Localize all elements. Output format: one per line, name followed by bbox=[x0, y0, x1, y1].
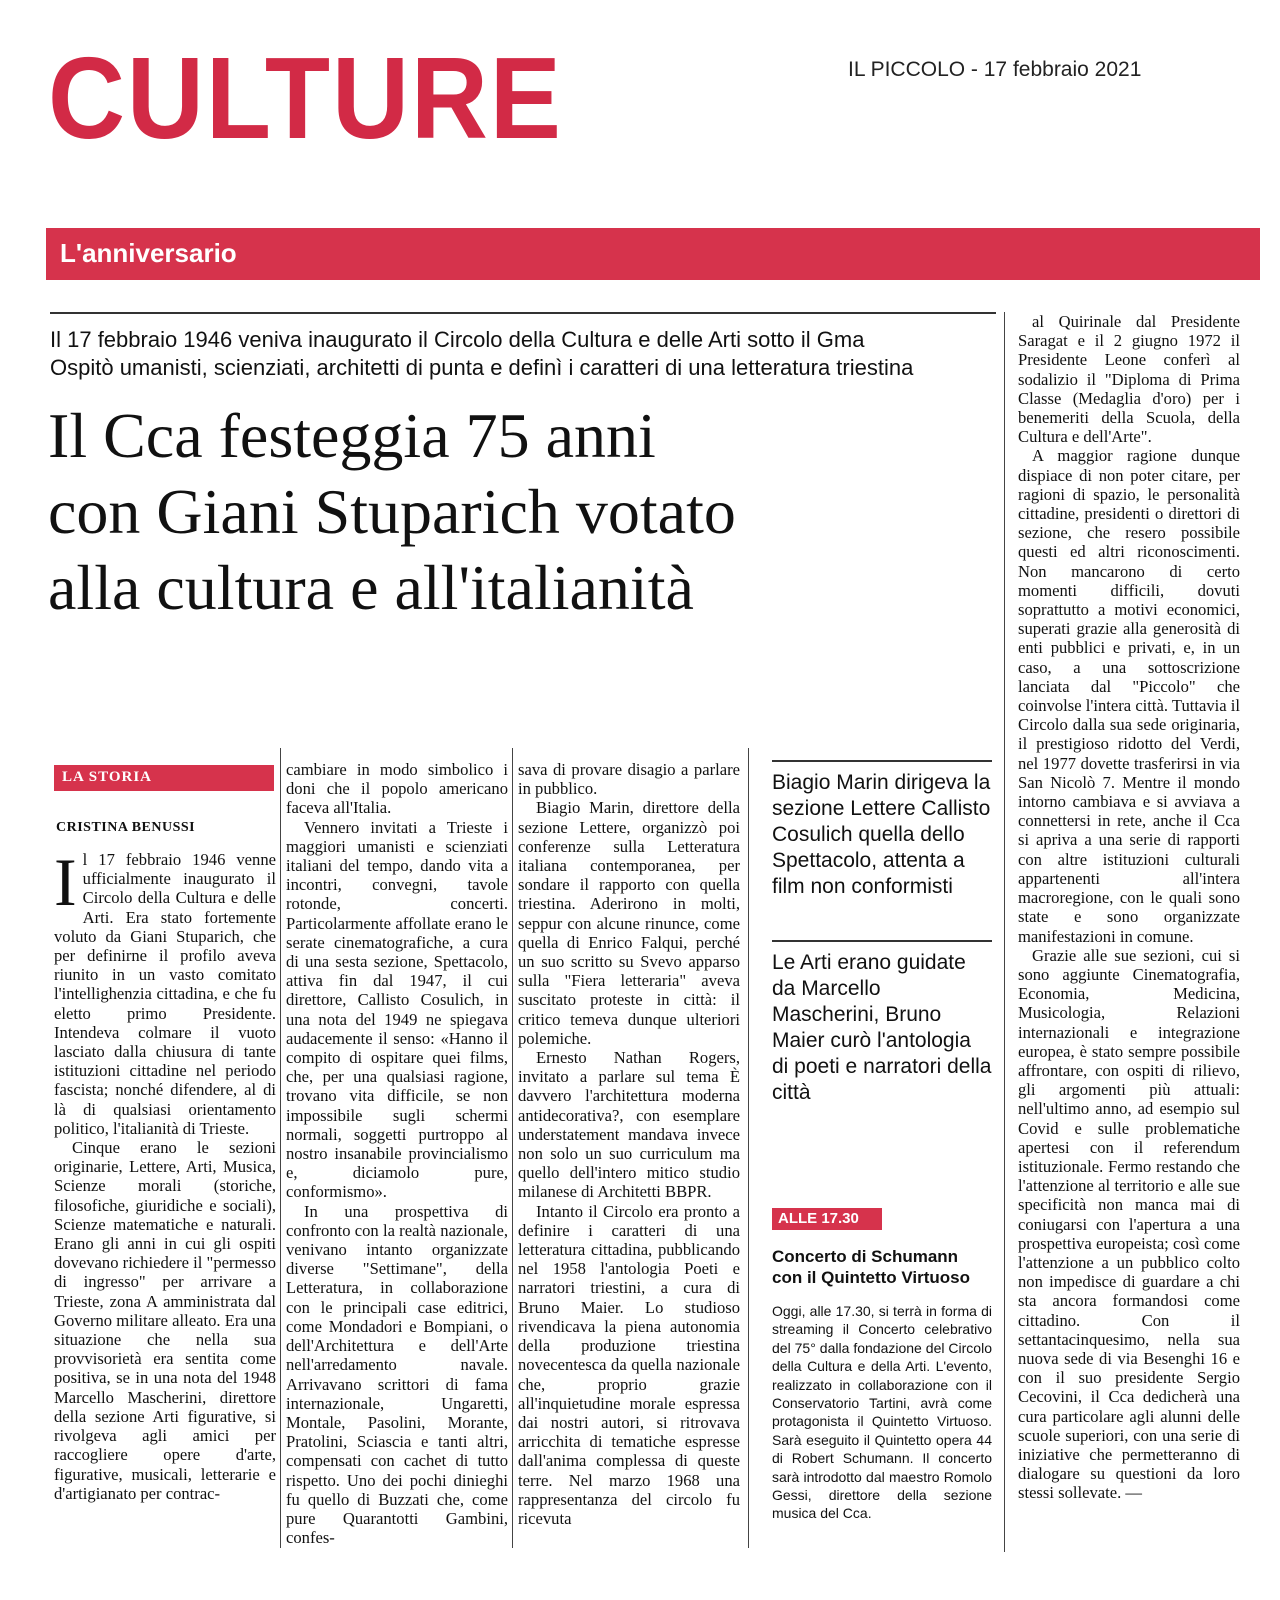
column-divider bbox=[748, 748, 749, 1548]
paragraph: Vennero invitati a Trieste i maggiori umanisti e scienziati italiani del tempo, dando vita a incontri, convegni, tavole rotonde, concerti. Particolarmente affollate erano le serate cinematografiche, a cura di una sesta sezione, Spettacolo, attiva fin dal 1947, il cui direttore, Callisto Cosulich, in una nota del 1949 ne spiegava audacemente il senso: «Hanno il compito di ospitare quei films, che, per una qualsiasi ragione, trovano vita difficile, se non impossibile sugli schermi normali, soggetti purtroppo al nostro insanabile provincialismo e, diciamolo pure, conformismo». bbox=[286, 817, 508, 1202]
paragraph: A maggior ragione dunque dispiace di non poter citare, per ragioni di spazio, le personalità cittadine, presidenti o direttori di sezione, che resero possibile questi ed altri riconoscimenti. Non mancarono di certo momenti difficili, dovuti soprattutto a motivi economici, superati grazie alla generosità di enti pubblici e privati, e, in un caso, a una sottoscrizione lanciata dal "Piccolo" che coinvolse l'intera città. Tuttavia il Circolo dalla sua sede originaria, il prestigioso ridotto del Verdi, nel 1977 dovette trasferirsi in via San Nicolò 7. Mentre il mondo intorno cambiava e si avviava a connettersi in rete, anche il Cca si apriva a una serie di rapporti con altre istituzioni culturali appartenenti all'intera macroregione, con le quali sono state e sono organizzate manifestazioni in comune. bbox=[1018, 446, 1240, 946]
kicker-label: L'anniversario bbox=[60, 238, 237, 268]
subhead-line: Il 17 febbraio 1946 veniva inaugurato il Circolo della Cultura e delle Arti sotto il Gma bbox=[50, 327, 865, 352]
column-divider bbox=[512, 748, 513, 1548]
headline-line: con Giani Stuparich votato bbox=[48, 476, 736, 547]
event-time-tag bbox=[772, 1208, 882, 1230]
paragraph: Biagio Marin, direttore della sezione Lettere, organizzò poi conferenze sulla Letteratura italiana contemporanea, per sondare il rapporto con quella triestina. Aderirono in molti, seppur con alcune rinunce, come quella di Enrico Falqui, perché un suo scritto su Svevo apparso sulla "Fiera letteraria" aveva suscitato proteste in città: il critico temeva dunque ulteriori polemiche. bbox=[518, 798, 740, 1048]
kicker-band bbox=[46, 228, 1260, 280]
event-body: Oggi, alle 17.30, si terrà in forma di streaming il Concerto celebrativo del 75° dalla fondazione del Circolo della Cultura e della Arti. L'evento, realizzato in collaborazione con il Conservatorio Tartini, avrà come protagonista il Quintetto Virtuoso. Sarà eseguito il Quintetto opera 44 di Robert Schumann. Il concerto sarà introdotto dal maestro Romolo Gessi, direttore della sezione musica del Cca. bbox=[772, 1303, 992, 1522]
article-column-1 bbox=[54, 844, 276, 1503]
dropcap: I bbox=[54, 844, 77, 920]
headline-line: alla cultura e all'italianità bbox=[48, 552, 694, 623]
headline bbox=[48, 398, 1008, 626]
quote-rule bbox=[772, 940, 992, 942]
paragraph: al Quirinale dal Presidente Saragat e il 2 giugno 1972 il Presidente Leone conferì al sodalizio il "Diploma di Prima Classe (Medaglia d'oro) per i benemeriti della Scuola, della Cultura e dell'Arte". bbox=[1018, 312, 1240, 447]
subhead-line: Ospitò umanisti, scienziati, architetti di punta e definì i caratteri di una letteratura triestina bbox=[50, 355, 914, 380]
paragraph bbox=[54, 844, 276, 1138]
article-column-3 bbox=[518, 760, 740, 1528]
paragraph: Grazie alle sue sezioni, cui si sono aggiunte Cinematografia, Economia, Medicina, Musicologia, Relazioni internazionali e integrazione europea, è stato sempre possibile affrontare, con ospiti di rilievo, gli argomenti più attuali: nell'ultimo anno, ad esempio sul Covid e sulle problematiche apertesi con il referendum istituzionale. Fermo restando che l'attenzione al territorio e alle sue specificità non manca mai di coniugarsi con l'apertura a una prospettiva europeista; così come l'attenzione a un pubblico colto non impedisce di guardare a chi sta ancora formandosi come cittadino. Con il settantacinquesimo, nella sua nuova sede di via Besenghi 16 e con il suo presidente Sergio Cecovini, il Cca dedicherà una cura particolare agli alunni delle scuole superiori, con una serie di iniziative che permetteranno di dialogare su questioni da loro stessi sollevate. — bbox=[1018, 945, 1240, 1503]
article-column-5 bbox=[1018, 312, 1240, 1503]
headline-line: Il Cca festeggia 75 anni bbox=[48, 400, 656, 471]
paragraph: Cinque erano le sezioni originarie, Lettere, Arti, Musica, Scienze morali (storiche, filosofiche, giuridiche e sociali), Scienze matematiche e naturali. Erano gli anni in cui gli ospiti dovevano richiedere il "permesso di ingresso" per arrivare a Trieste, zona A amministrata dal Governo militare alleato. Era una situazione che nella sua provvisorietà era sentita come positiva, se in una nota del 1948 Marcello Mascherini, direttore della sezione Arti figurative, si rivolgeva agli amici per raccogliere opere d'arte, figurative, musicali, letterarie e d'artigianato per contrac- bbox=[54, 1138, 276, 1503]
quote-rule bbox=[772, 760, 992, 762]
event-time-label: ALLE 17.30 bbox=[778, 1210, 859, 1227]
pull-quote-2: Le Arti erano guidate da Marcello Mascherini, Bruno Maier curò l'antologia di poeti e narratori della città bbox=[772, 951, 992, 1104]
masthead-date: IL PICCOLO - 17 febbraio 2021 bbox=[848, 58, 1142, 81]
event-title: Concerto di Schumann con il Quintetto Virtuoso bbox=[772, 1247, 971, 1287]
article-column-2 bbox=[286, 760, 508, 1547]
paragraph: Ernesto Nathan Rogers, invitato a parlare sul tema È davvero l'architettura moderna antidecorativa?, con esemplare understatement mandava invece non solo un suo curriculum ma quello dell'intero mitico studio milanese di Architetti BBPR. bbox=[518, 1048, 740, 1202]
pull-quote-1: Biagio Marin dirigeva la sezione Lettere Callisto Cosulich quella dello Spettacolo, attenta a film non conformisti bbox=[772, 771, 991, 898]
story-tag-label: LA STORIA bbox=[62, 769, 153, 785]
top-rule bbox=[50, 312, 996, 314]
paragraph: In una prospettiva di confronto con la realtà nazionale, venivano intanto organizzate diverse "Settimane", della Letteratura, in collaborazione con le principali case editrici, come Mondadori e Bompiani, o dell'Architettura e dell'Arte nell'arredamento navale. Arrivavano scrittori di fama internazionale, Ungaretti, Montale, Pasolini, Morante, Pratolini, Sciascia e tanti altri, compensati con cachet di tutto rispetto. Uno dei pochi dinieghi fu quello di Buzzati che, come pure Quarantotti Gambini, confes- bbox=[286, 1201, 508, 1548]
byline: CRISTINA BENUSSI bbox=[56, 820, 196, 835]
paragraph: Intanto il Circolo era pronto a definire i caratteri di una letteratura cittadina, pubblicando nel 1958 l'antologia Poeti e narratori triestini, a cura di Bruno Maier. Lo studioso rivendicava la piena autonomia della produzione triestina novecentesca da quella nazionale che, proprio grazie all'inquietudine morale espressa dai nostri autori, si ritrovava arricchita di tematiche espresse dall'anima complessa di queste terre. Nel marzo 1968 una rappresentanza del circolo fu ricevuta bbox=[518, 1201, 740, 1528]
subheads bbox=[50, 326, 1010, 382]
column-divider bbox=[280, 748, 281, 1548]
paragraph: cambiare in modo simbolico i doni che il popolo americano faceva all'Italia. bbox=[286, 760, 508, 818]
section-title: CULTURE bbox=[48, 33, 563, 163]
paragraph-text: l 17 febbraio 1946 venne ufficialmente inaugurato il Circolo della Cultura e delle Arti. Era stato fortemente voluto da Giani Stuparich, che per definirne il profilo aveva riunito in un vasto comitato l'intellighenzia cittadina, e che fu eletto primo Presidente. Intendeva colmare il vuoto lasciato dalla chiusura di tante istituzioni cittadine nel periodo fascista; nonché difendere, al di là di qualsiasi orientamento politico, l'italianità di Trieste. bbox=[54, 850, 276, 1138]
column-divider bbox=[1004, 312, 1005, 1552]
paragraph: sava di provare disagio a parlare in pubblico. bbox=[518, 760, 740, 799]
story-tag bbox=[54, 765, 274, 791]
